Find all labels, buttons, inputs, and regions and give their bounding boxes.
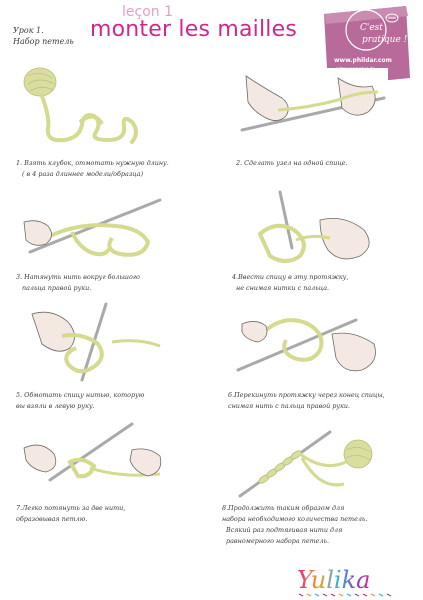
step8-illustration xyxy=(234,424,384,504)
step5-illustration xyxy=(22,302,172,386)
step1-illustration xyxy=(20,66,170,154)
page-title: monter les mailles xyxy=(90,17,297,42)
step-5-caption: 5. Обмотать спицу нитью, которую вы взяли в левую руку. xyxy=(16,391,145,410)
badge-line1: C'est xyxy=(360,23,383,33)
step4-illustration xyxy=(240,190,390,274)
badge-site: www.phildar.com xyxy=(334,57,392,64)
lesson-subtitle: Набор петель xyxy=(13,37,74,46)
logo-text: Yulika xyxy=(297,566,371,594)
yulika-logo xyxy=(291,566,415,598)
step-4-caption: 4.Ввести спицу в эту протяжку, не снимая нитки с пальца. xyxy=(232,273,349,292)
step2-illustration xyxy=(238,68,388,148)
lesson-number: Урок 1. xyxy=(13,26,44,35)
step-6-caption: 6.Перекинуть протяжку через конец спицы, снимая нить с пальца правой руки. xyxy=(228,391,385,410)
step6-illustration xyxy=(236,300,386,384)
step-8-caption: 8.Продолжить таким образом для набора необходимого количества петель. Всякий раз подтягивая нити для равномерного набора петель. xyxy=(222,504,368,545)
step-7-caption: 7.Легко потянуть за две нити, образовывая петлю. xyxy=(16,504,126,523)
step-1-caption: 1. Взять клубок, отмотать нужную длину. ( в 4 раза длиннее модели/образца) xyxy=(16,159,169,178)
badge-line2: pratique ! xyxy=(362,35,408,45)
step3-illustration xyxy=(20,192,170,274)
step-2-caption: 2. Сделать узел на одной спице. xyxy=(236,159,348,167)
lecon-label: leçon 1 xyxy=(122,4,173,20)
step7-illustration xyxy=(20,420,170,502)
lesson-heading xyxy=(13,25,74,47)
step-3-caption: 3. Натянуть нить вокруг большого пальца правой руки. xyxy=(16,273,140,292)
